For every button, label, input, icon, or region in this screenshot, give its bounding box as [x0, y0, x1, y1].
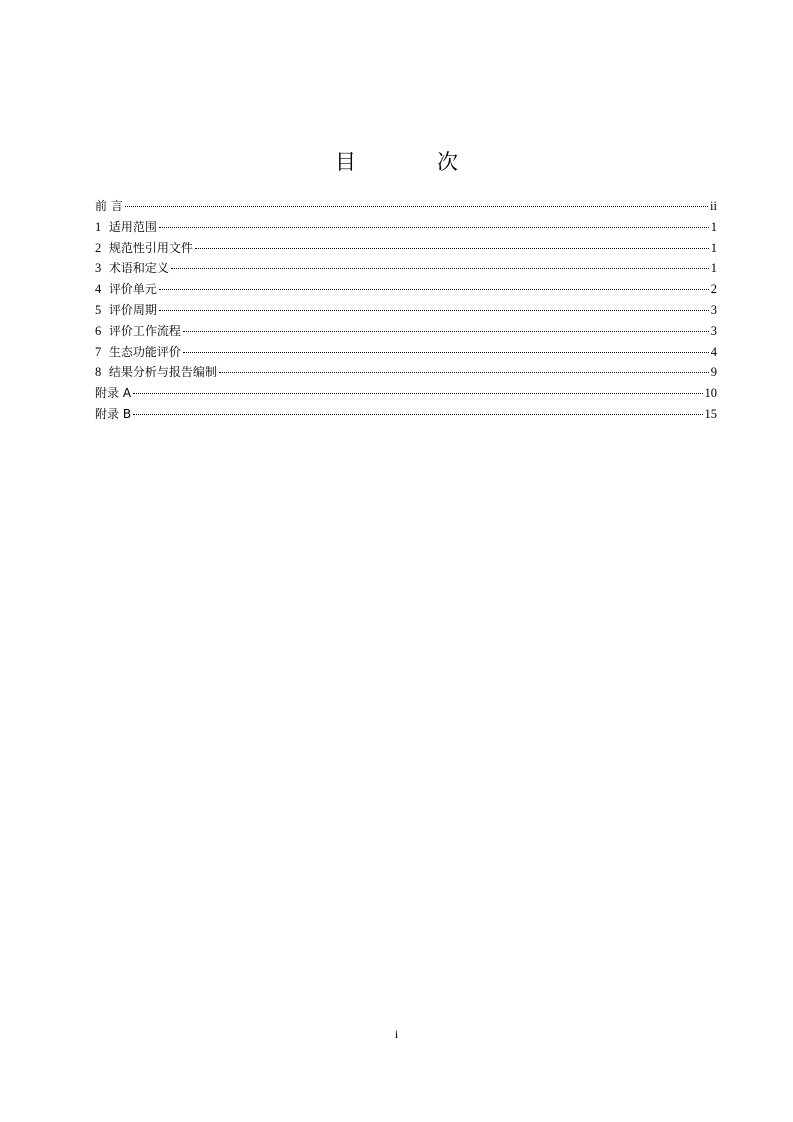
toc-entry-number: 7 [95, 344, 102, 359]
dot-leader [195, 248, 709, 249]
toc-entry[interactable] [95, 383, 717, 404]
toc-entry[interactable] [95, 321, 717, 342]
toc-entry-number: 6 [95, 323, 102, 338]
toc-entry-label: 附录 A [95, 386, 132, 401]
toc-entry[interactable] [95, 196, 717, 217]
toc-entry-text: 评价工作流程 [108, 323, 181, 338]
toc-entry[interactable] [95, 258, 717, 279]
toc-entry[interactable] [95, 362, 717, 383]
toc-entry-label [95, 342, 181, 363]
toc-entry[interactable] [95, 404, 717, 425]
dot-leader [159, 227, 709, 228]
dot-leader [125, 206, 708, 207]
toc-entry-number: 2 [95, 240, 102, 255]
toc-entry-text: 评价单元 [108, 282, 157, 297]
toc-entry-label [95, 258, 169, 279]
toc-entry-page: 10 [704, 386, 717, 401]
dot-leader [183, 331, 709, 332]
toc-entry-text: 结果分析与报告编制 [108, 365, 217, 380]
toc-entry-page: 1 [710, 219, 717, 234]
toc-entry-number: 5 [95, 302, 102, 317]
toc-entry-page: 2 [710, 282, 717, 297]
toc-entry-text: 规范性引用文件 [108, 240, 193, 255]
toc-entry-label [95, 217, 157, 238]
toc-entry-page: 9 [710, 365, 717, 380]
toc-entry-label [95, 300, 157, 321]
toc-entry-text: 术语和定义 [108, 261, 169, 276]
toc-entry-text: 评价周期 [108, 302, 157, 317]
toc-entry-text: 适用范围 [108, 219, 157, 234]
toc-entry[interactable] [95, 279, 717, 300]
toc-entry-label: 附录 B [95, 406, 132, 421]
dot-leader [183, 352, 709, 353]
toc-entry-page: 1 [710, 240, 717, 255]
toc-entry-page: 3 [710, 323, 717, 338]
toc-entry-page: 4 [710, 344, 717, 359]
table-of-contents [95, 196, 717, 425]
dot-leader [159, 289, 709, 290]
dot-leader [133, 393, 702, 394]
toc-entry-number: 3 [95, 261, 102, 276]
dot-leader [171, 268, 709, 269]
toc-entry-label [95, 321, 181, 342]
toc-entry-label [95, 238, 193, 259]
toc-entry-label: 前 言 [95, 199, 123, 213]
page-number: i [394, 1027, 399, 1041]
toc-entry-number: 8 [95, 365, 102, 380]
page-title: 目 次 [335, 150, 488, 174]
toc-entry-number: 1 [95, 219, 102, 234]
dot-leader [133, 414, 702, 415]
toc-entry-label [95, 362, 217, 383]
toc-entry-text: 生态功能评价 [108, 344, 181, 359]
toc-entry-label [95, 279, 157, 300]
dot-leader [219, 372, 709, 373]
toc-entry-number: 4 [95, 282, 102, 297]
toc-entry[interactable] [95, 342, 717, 363]
dot-leader [159, 310, 709, 311]
toc-entry-page: 15 [704, 406, 717, 421]
toc-entry[interactable] [95, 217, 717, 238]
toc-entry[interactable] [95, 300, 717, 321]
toc-entry-page: 1 [710, 261, 717, 276]
toc-entry-page: ii [710, 199, 717, 213]
toc-entry[interactable] [95, 238, 717, 259]
toc-entry-page: 3 [710, 302, 717, 317]
